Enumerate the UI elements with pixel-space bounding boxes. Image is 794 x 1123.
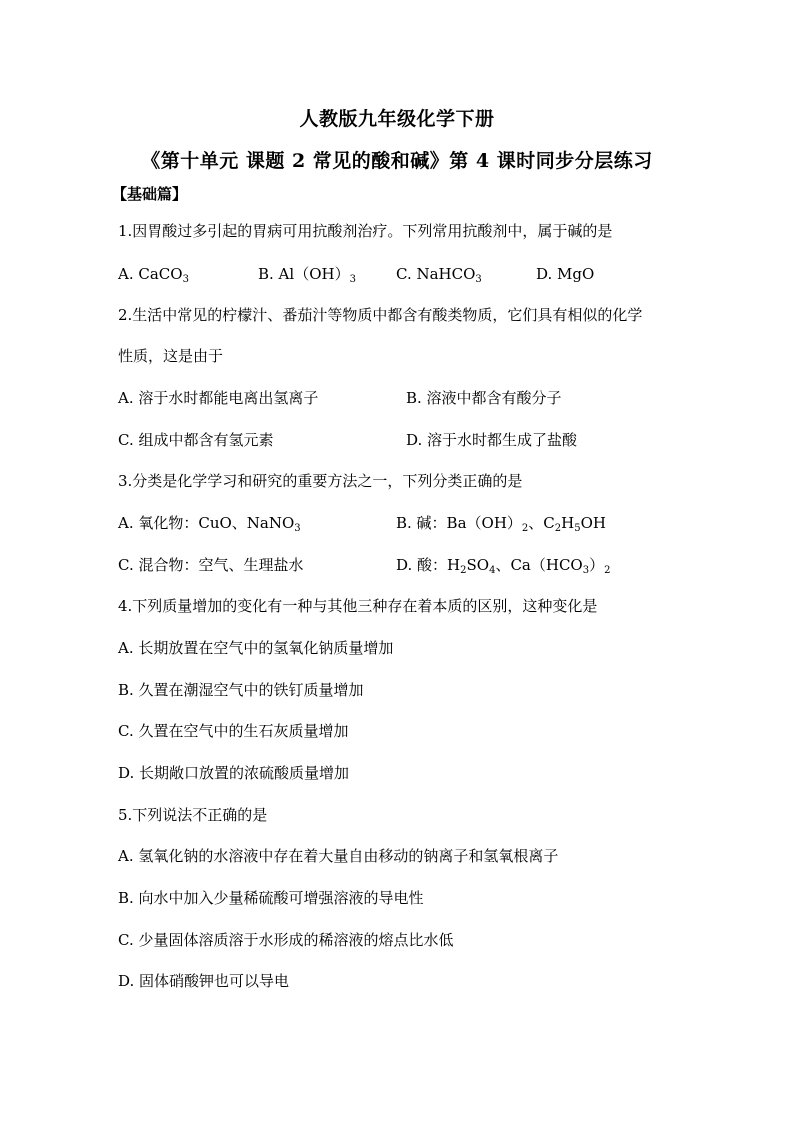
q4-option-a: A. 长期放置在空气中的氢氧化钠质量增加 [118,639,394,657]
q1-option-c: C. NaHCO$_3$ [396,265,482,285]
question-2-options-row-1 [118,388,718,410]
question-2-options-row-2 [118,430,718,452]
q1-option-a: A. CaCO$_3$ [118,265,189,285]
section-heading: 【基础篇】 [112,185,188,203]
q5-option-c: C. 少量固体溶质溶于水形成的稀溶液的熔点比水低 [118,931,454,949]
question-3-options-row-2 [118,555,718,577]
q1-option-b: B. $Al(OH)_3$ [258,265,356,285]
q4-option-c: C. 久置在空气中的生石灰质量增加 [118,722,349,740]
q2-option-b: B. 溶液中都含有酸分子 [406,389,562,407]
document-subtitle: 《第十单元 课题 2 常见的酸和碱》第 4 课时同步分层练习 [141,150,653,172]
question-3-stem: 3.分类是化学学习和研究的重要方法之一，下列分类正确的是 [118,472,523,490]
q3-option-d: D. 酸：$H_2SO_4$、$Ca(HCO_3)_2$ [396,556,611,576]
q3-option-b: B. 碱：$Ba(OH)_2$、$C_2H_5OH$ [396,514,606,534]
question-1-options [118,264,718,286]
question-5-stem: 5.下列说法不正确的是 [118,806,268,824]
q3-option-c: C. 混合物：空气、生理盐水 [118,556,304,574]
q5-option-d: D. 固体硝酸钾也可以导电 [118,972,290,990]
document-title: 人教版九年级化学下册 [299,108,495,130]
q1-option-d: D. MgO [536,265,595,283]
q2-option-d: D. 溶于水时都生成了盐酸 [406,431,578,449]
q4-option-b: B. 久置在潮湿空气中的铁钉质量增加 [118,681,364,699]
q4-option-d: D. 长期敞口放置的浓硫酸质量增加 [118,764,350,782]
q5-option-b: B. 向水中加入少量稀硫酸可增强溶液的导电性 [118,889,424,907]
question-3-options-row-1 [118,513,718,535]
question-2-stem-line-2: 性质，这是由于 [118,347,224,365]
question-4-stem: 4.下列质量增加的变化有一种与其他三种存在着本质的区别，这种变化是 [118,597,598,615]
question-2-stem-line-1: 2.生活中常见的柠檬汁、番茄汁等物质中都含有酸类物质，它们具有相似的化学 [118,306,643,324]
q5-option-a: A. 氢氧化钠的水溶液中存在着大量自由移动的钠离子和氢氧根离子 [118,847,559,865]
q3-option-a: A. 氧化物：CuO、NaNO$_3$ [118,514,301,534]
q2-option-a: A. 溶于水时都能电离出氢离子 [118,389,319,407]
q2-option-c: C. 组成中都含有氢元素 [118,431,274,449]
question-1-stem: 1.因胃酸过多引起的胃病可用抗酸剂治疗。下列常用抗酸剂中，属于碱的是 [118,222,613,240]
